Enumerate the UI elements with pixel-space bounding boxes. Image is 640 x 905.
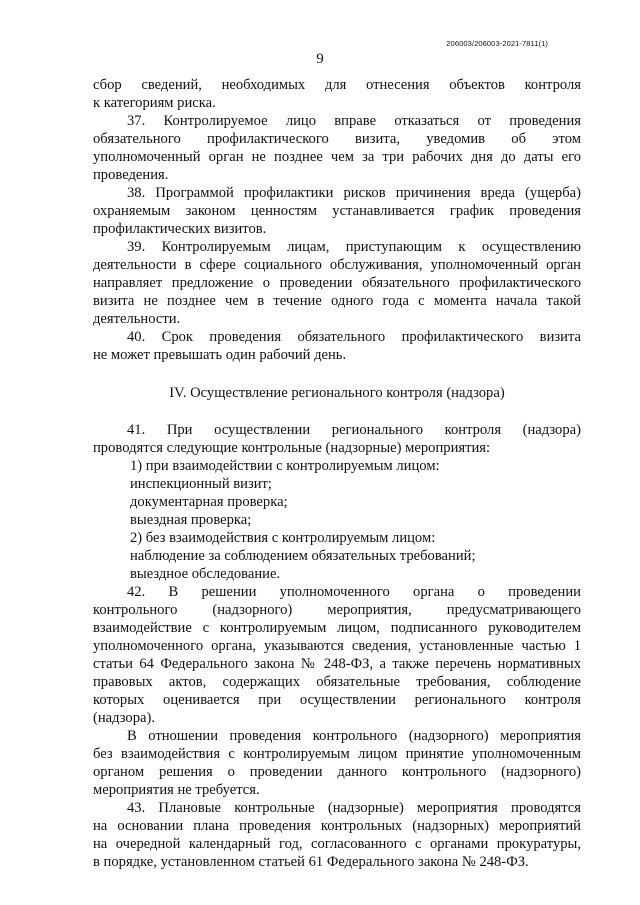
text-line: 41. При осуществлении регионального контроля (надзора) [127, 422, 581, 438]
text-line: 42. В решении уполномоченного органа о проведении [127, 584, 581, 600]
text-line: не может превышать один рабочий день. [93, 347, 347, 363]
text-line: к категориям риска. [93, 95, 216, 111]
text-line: органом решения о проведении данного контрольного (надзорного) [93, 764, 581, 780]
text-line: инспекционный визит; [130, 476, 272, 492]
text-block-section-iv [93, 421, 581, 871]
text-line: правовых актов, содержащих обязательные требования, соблюдение [93, 674, 581, 690]
text-line: сбор сведений, необходимых для отнесения объектов контроля [93, 77, 581, 93]
text-line: контрольного (надзорного) мероприятия, предусматривающего [93, 602, 581, 618]
text-line: обязательного профилактического визита, уведомив об этом [93, 131, 581, 147]
section-heading: IV. Осуществление регионального контроля (надзора) [169, 385, 505, 401]
text-line: деятельности в сфере социального обслуживания, уполномоченный орган [93, 257, 581, 273]
text-line: проведения. [93, 167, 169, 183]
text-line: уполномоченный орган не позднее чем за три рабочих дня до даты его [93, 149, 581, 165]
document-body [93, 76, 581, 871]
text-block-section-iii [93, 76, 581, 364]
text-line: уполномоченного органа, указываются сведения, установленные частью 1 [93, 638, 581, 654]
text-line: проводятся следующие контрольные (надзорные) мероприятия: [93, 440, 491, 456]
text-line: статьи 64 Федерального закона № 248-ФЗ, а также перечень нормативных [93, 656, 581, 672]
text-line: которых оценивается при осуществлении регионального контроля [93, 692, 581, 708]
text-line: на очередной календарный год, согласованного с органами прокуратуры, [93, 836, 581, 852]
text-line: мероприятия не требуется. [93, 782, 260, 798]
text-line: 39. Контролируемым лицам, приступающим к осуществлению [127, 239, 581, 255]
text-line: документарная проверка; [130, 494, 288, 510]
page-number: 9 [316, 51, 324, 67]
text-line: на основании плана проведения контрольных (надзорных) мероприятий [93, 818, 581, 834]
text-line: взаимодействие с контролируемым лицом, подписанного руководителем [93, 620, 581, 636]
document-id: 206003/206003-2021-7811(1) [446, 39, 548, 48]
text-line: охраняемым законом ценностям устанавливается график проведения [93, 203, 581, 219]
text-line: выездная проверка; [130, 512, 252, 528]
text-line: 37. Контролируемое лицо вправе отказаться от проведения [127, 113, 581, 129]
text-line: наблюдение за соблюдением обязательных требований; [130, 548, 476, 564]
text-line: 2) без взаимодействия с контролируемым лицом: [130, 530, 436, 546]
text-line: направляет предложение о проведении обязательного профилактического [93, 275, 581, 291]
text-line: визита не позднее чем в течение одного года с момента начала такой [93, 293, 581, 309]
text-line: выездное обследование. [130, 566, 281, 582]
text-line: (надзора). [93, 710, 156, 726]
text-line: 38. Программой профилактики рисков причинения вреда (ущерба) [127, 185, 581, 201]
text-line: деятельности. [93, 311, 181, 327]
text-line: 43. Плановые контрольные (надзорные) мероприятия проводятся [127, 800, 581, 816]
text-line: без взаимодействия с контролируемым лицом принятие уполномоченным [93, 746, 581, 762]
text-line: 1) при взаимодействии с контролируемым лицом: [130, 458, 440, 474]
text-line: В отношении проведения контрольного (надзорного) мероприятия [127, 728, 581, 744]
text-line: в порядке, установленном статьей 61 Федерального закона № 248-ФЗ. [93, 854, 529, 870]
text-line: профилактических визитов. [93, 221, 267, 237]
text-line: 40. Срок проведения обязательного профилактического визита [127, 329, 581, 345]
